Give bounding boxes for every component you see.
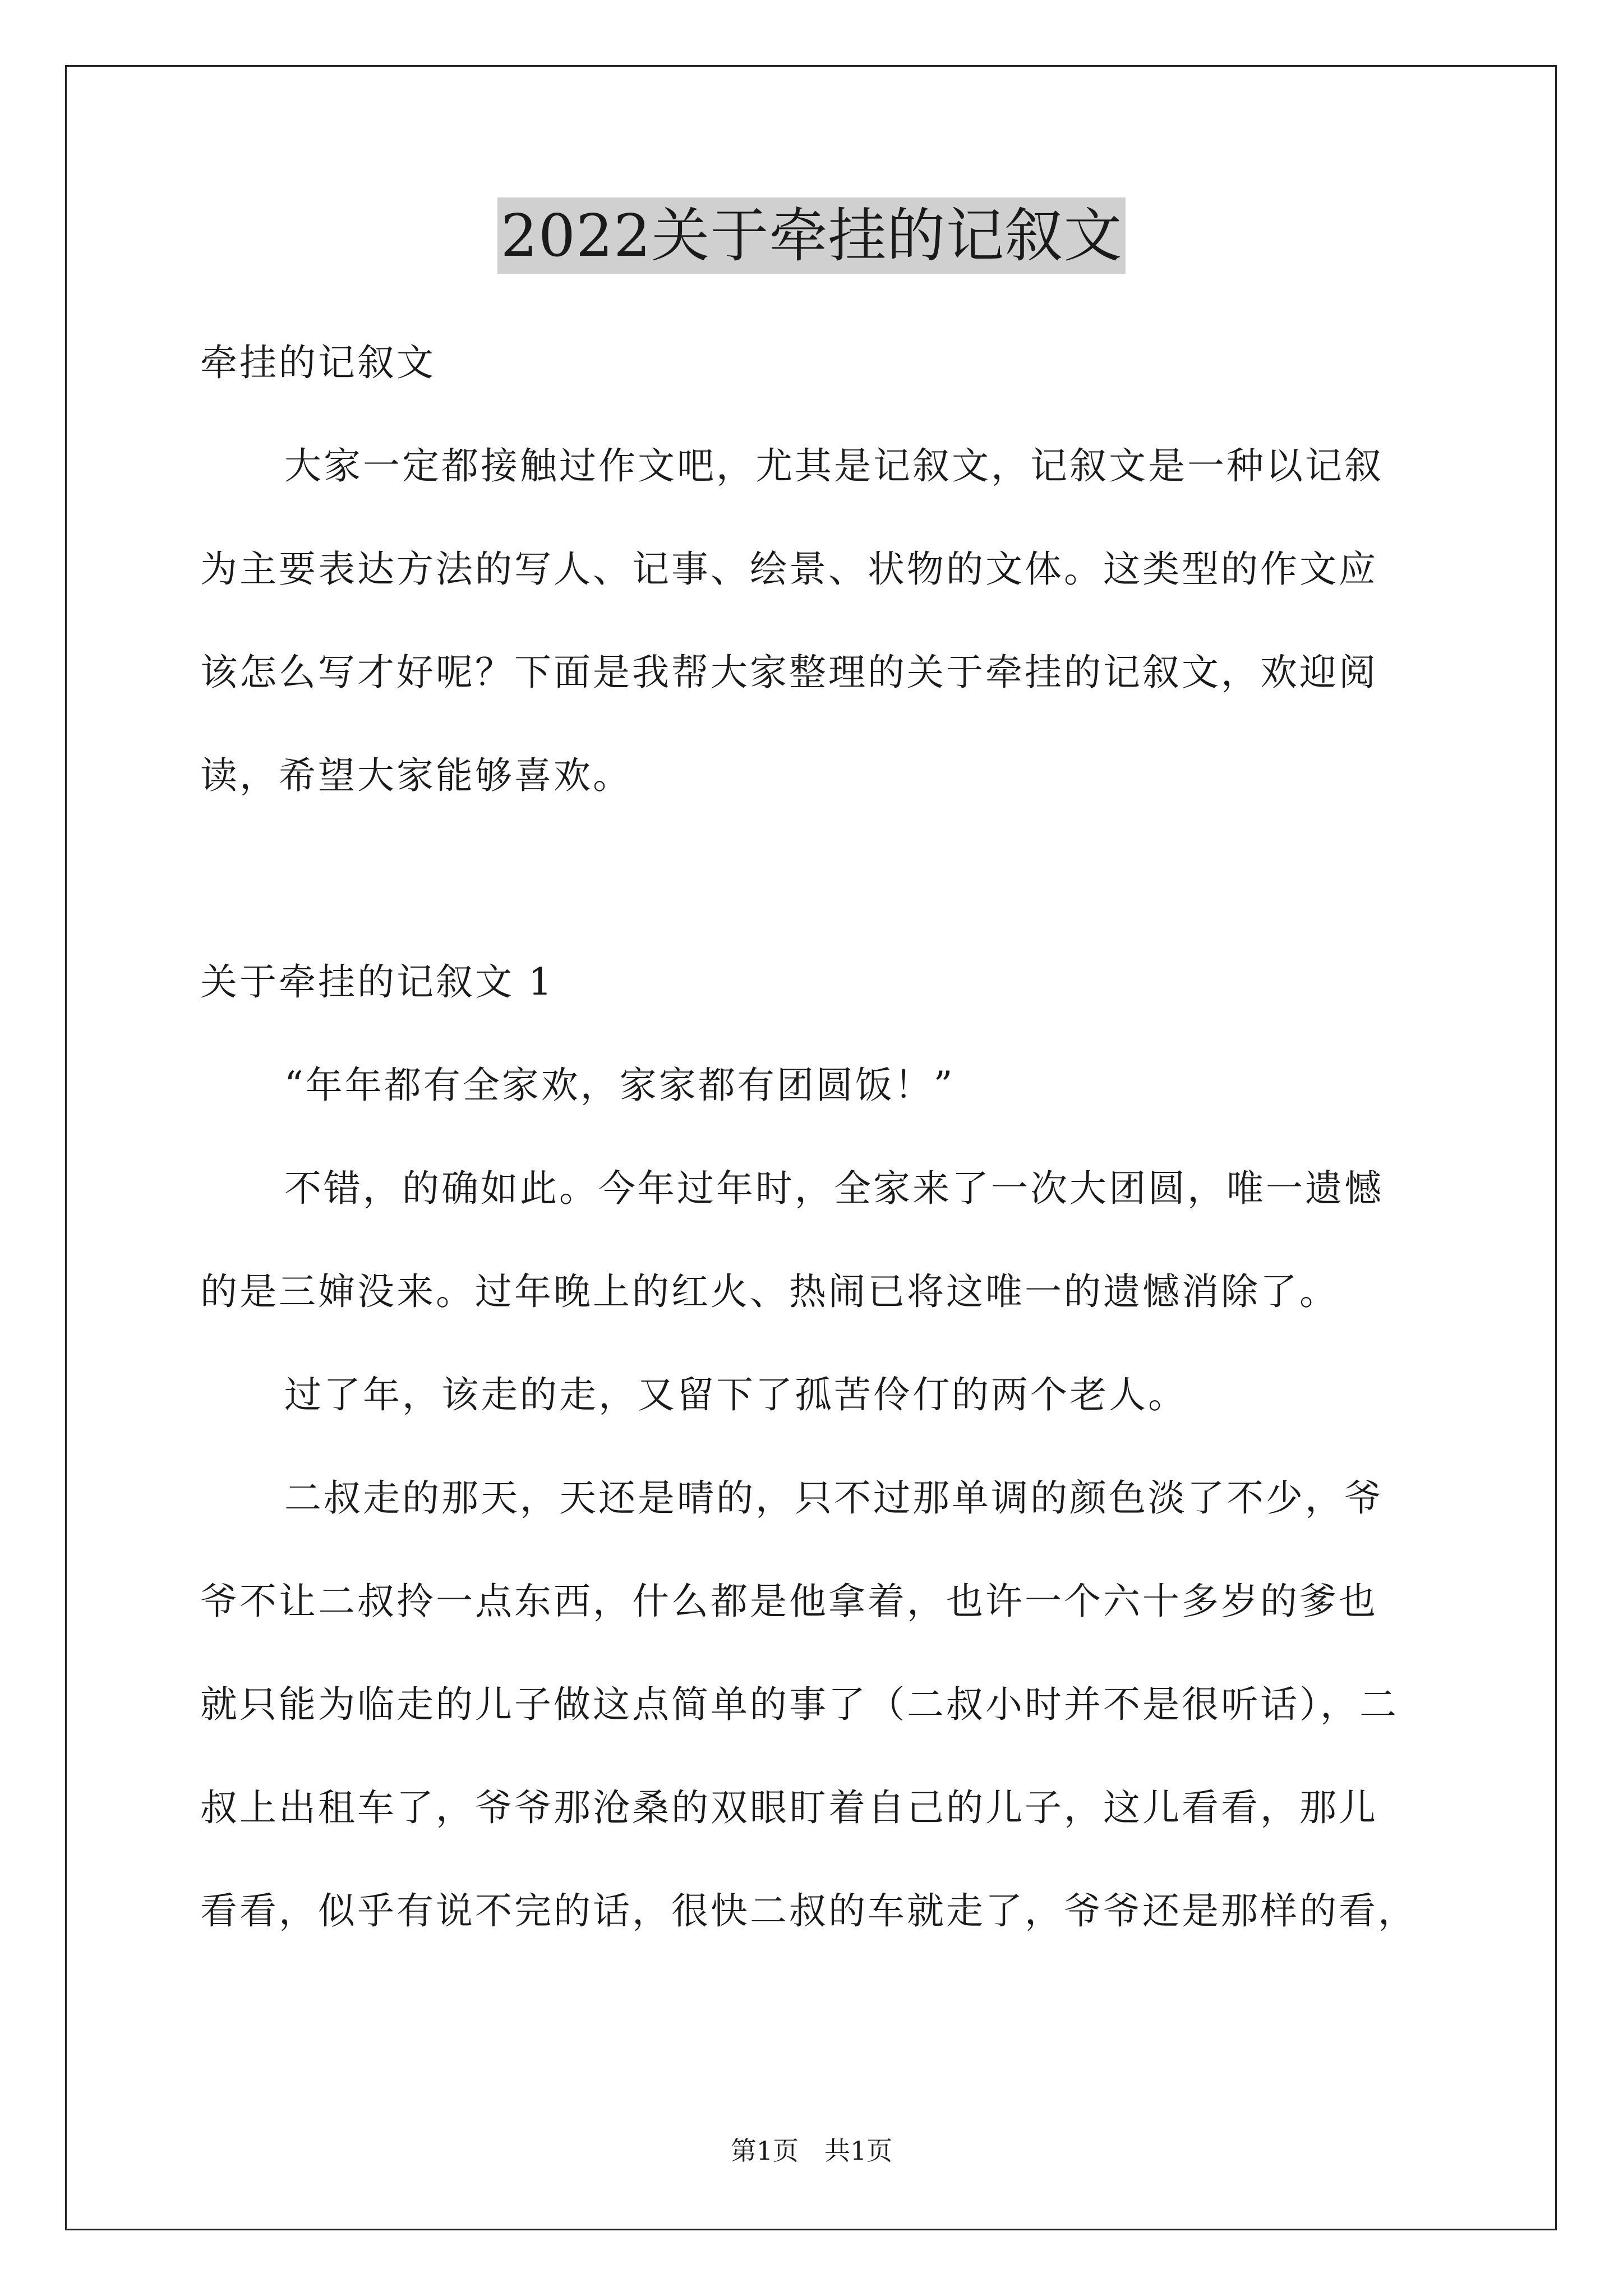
intro-line: 大家一定都接触过作文吧，尤其是记叙文，记叙文是一种以记叙	[284, 444, 1384, 487]
body-line: “年年都有全家欢，家家都有团圆饭！”	[284, 1064, 955, 1107]
intro-line: 该怎么写才好呢？下面是我帮大家整理的关于牵挂的记叙文，欢迎阅	[200, 651, 1378, 694]
body-line: 过了年，该走的走，又留下了孤苦伶仃的两个老人。	[284, 1373, 1187, 1416]
intro-line: 读，希望大家能够喜欢。	[200, 754, 632, 797]
subtitle: 牵挂的记叙文	[200, 341, 436, 384]
title-container	[0, 197, 1623, 274]
body-line: 二叔走的那天，天还是晴的，只不过那单调的颜色淡了不少，爷	[284, 1476, 1384, 1520]
body-line: 爷不让二叔拎一点东西，什么都是他拿着，也许一个六十多岁的爹也	[200, 1580, 1378, 1623]
document-title: 2022关于牵挂的记叙文	[497, 197, 1126, 274]
document-body	[200, 311, 1456, 1963]
body-line: 不错，的确如此。今年过年时，全家来了一次大团圆，唯一遗憾	[284, 1167, 1384, 1210]
paragraph-spacer	[200, 827, 1456, 931]
intro-line: 为主要表达方法的写人、记事、绘景、状物的文体。这类型的作文应	[200, 547, 1378, 591]
body-line: 就只能为临走的儿子做这点简单的事了（二叔小时并不是很听话），二	[200, 1683, 1399, 1726]
section-heading: 关于牵挂的记叙文 1	[200, 960, 554, 1004]
page-footer: 第1页 共1页	[730, 2136, 893, 2166]
body-line: 叔上出租车了，爷爷那沧桑的双眼盯着自己的儿子，这儿看看，那儿	[200, 1786, 1378, 1829]
body-line: 的是三婶没来。过年晚上的红火、热闹已将这唯一的遗憾消除了。	[200, 1270, 1339, 1313]
body-line: 看看，似乎有说不完的话，很快二叔的车就走了，爷爷还是那样的看，	[200, 1889, 1417, 1932]
body-text	[200, 1034, 1456, 1963]
